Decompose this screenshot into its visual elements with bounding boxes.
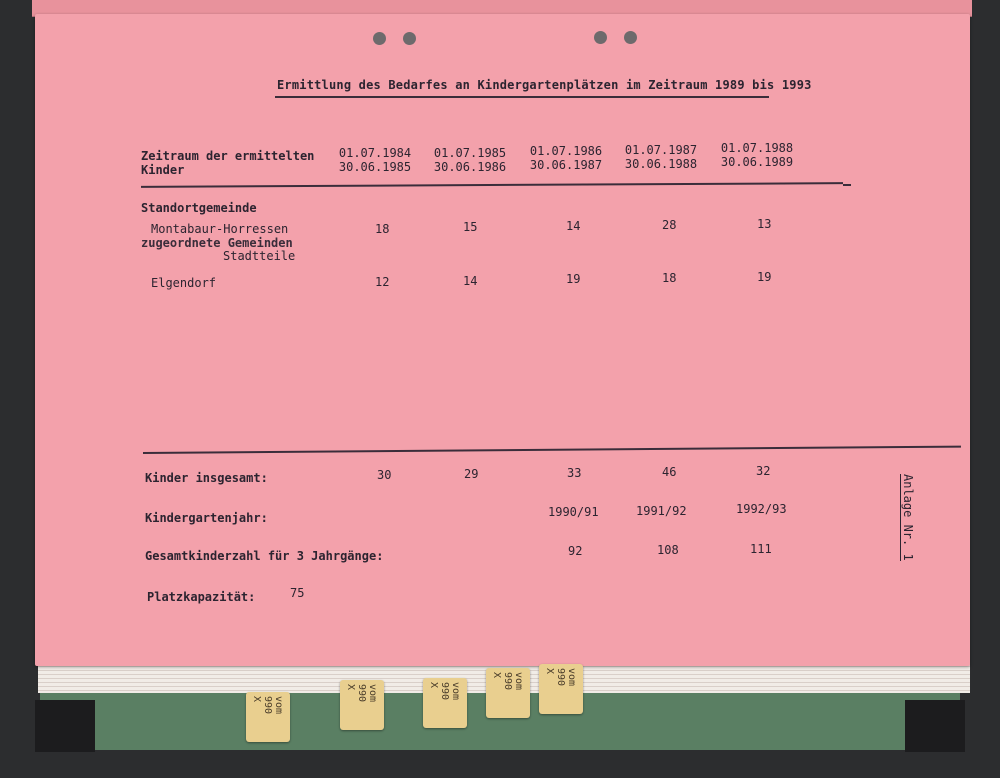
period-column-4: 01.07.1987 30.06.1988: [624, 143, 698, 171]
document-page: [35, 14, 970, 666]
tab-label: vom 990 X: [491, 672, 524, 691]
attachment-note: Anlage Nr. 1: [901, 474, 915, 561]
tab-label: vom 990 X: [251, 696, 284, 715]
totals-label: Kinder insgesamt:: [145, 471, 268, 485]
punch-hole: [373, 32, 386, 45]
assigned-line2: Stadtteile: [223, 249, 296, 263]
index-tab[interactable]: [340, 680, 384, 730]
row-2-value: 19: [757, 270, 772, 284]
tab-label: vom 990 X: [345, 684, 378, 703]
total-value: 46: [662, 465, 677, 479]
punch-hole: [624, 31, 637, 44]
punch-hole: [403, 32, 416, 45]
totals-rule: [143, 446, 961, 454]
three-year-total-value: 108: [657, 543, 679, 557]
row-1-value: 28: [662, 218, 677, 232]
section-label: Standortgemeinde: [141, 201, 257, 215]
capacity-label: Platzkapazität:: [147, 590, 256, 604]
row-name: Montabaur-Horressen: [151, 222, 289, 236]
punch-hole: [594, 31, 607, 44]
total-value: 32: [756, 464, 771, 478]
period-column-3: 01.07.1986 30.06.1987: [529, 144, 603, 172]
total-value: 30: [377, 468, 392, 482]
tab-label: vom 990 X: [544, 668, 577, 687]
three-year-total-value: 111: [750, 542, 772, 556]
binder-corner-right: [905, 700, 965, 752]
row-2-value: 14: [463, 274, 478, 288]
row-1-value: 14: [566, 219, 581, 233]
index-tab[interactable]: [539, 664, 583, 714]
index-tab[interactable]: [423, 678, 467, 728]
three-year-total-value: 92: [568, 544, 583, 558]
tab-label: vom 990 X: [428, 682, 461, 701]
row-2-value: 12: [375, 275, 390, 289]
total-value: 29: [464, 467, 479, 481]
kindergarten-year-label: Kindergartenjahr:: [145, 511, 268, 525]
row-2-value: 19: [566, 272, 581, 286]
period-column-1: 01.07.1984 30.06.1985: [338, 146, 412, 174]
binder-corner-left: [35, 700, 95, 752]
row-1-value: 15: [463, 220, 478, 234]
total-value: 33: [567, 466, 582, 480]
kindergarten-year-value: 1990/91: [548, 505, 599, 519]
header-rule-tail: [843, 184, 851, 186]
capacity-value: 75: [290, 586, 305, 600]
kindergarten-year-value: 1992/93: [736, 502, 787, 516]
header-label-line1: Zeitraum der ermittelten: [141, 149, 315, 163]
header-rule: [141, 182, 843, 188]
period-column-5: 01.07.1988 30.06.1989: [720, 141, 794, 169]
document-title: Ermittlung des Bedarfes an Kindergartenplätzen im Zeitraum 1989 bis 1993: [277, 78, 812, 92]
index-tab[interactable]: [246, 692, 290, 742]
row-name: Elgendorf: [151, 276, 217, 290]
row-1-value: 13: [757, 217, 772, 231]
kindergarten-year-value: 1991/92: [636, 504, 687, 518]
index-tab[interactable]: [486, 668, 530, 718]
three-year-total-label: Gesamtkinderzahl für 3 Jahrgänge:: [145, 549, 384, 563]
period-column-2: 01.07.1985 30.06.1986: [433, 146, 507, 174]
title-underline: [275, 96, 769, 98]
header-label-line2: Kinder: [141, 163, 185, 177]
row-1-value: 18: [375, 222, 390, 236]
assigned-line1: zugeordnete Gemeinden: [141, 236, 293, 250]
row-2-value: 18: [662, 271, 677, 285]
